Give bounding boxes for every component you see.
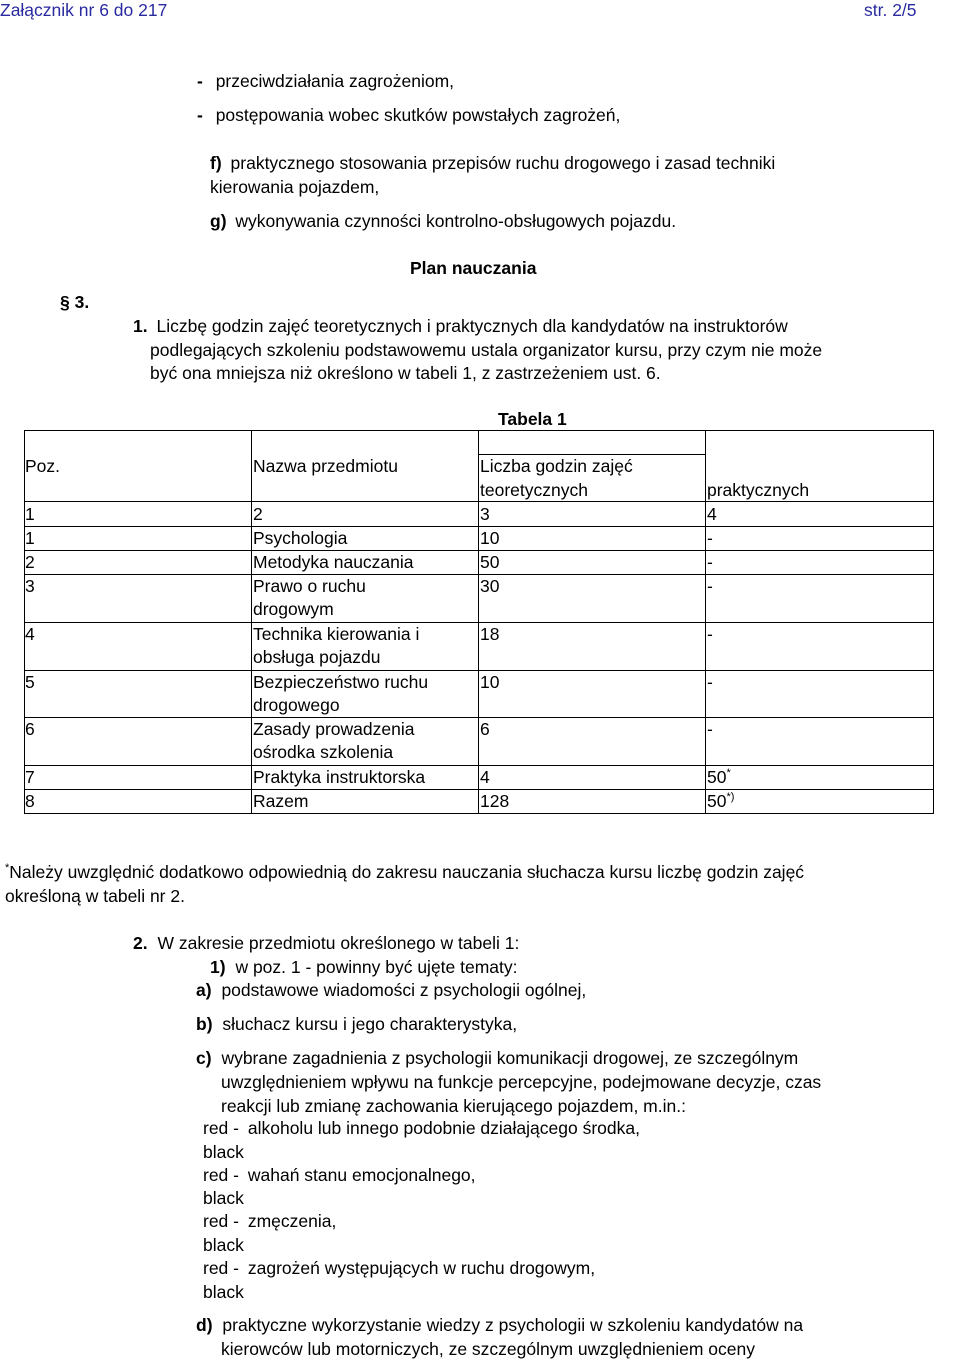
- table-cell-name: Metodyka nauczania: [253, 552, 414, 572]
- list-text: zagrożeń występujących w ruchu drogowym,: [247, 1258, 596, 1278]
- item-g: [210, 210, 676, 232]
- table-index-cell: 4: [707, 504, 717, 524]
- table-cell-theory: 4: [480, 767, 490, 787]
- table-row-divider: [24, 670, 934, 671]
- subpoint-1: [210, 956, 518, 978]
- table-header-theory: teoretycznych: [480, 480, 588, 500]
- paragraph-1-line: być ona mniejsza niż określono w tabeli 1, z zastrzeżeniem ust. 6.: [150, 363, 661, 383]
- section-title: Plan nauczania: [410, 258, 537, 278]
- item-f-continuation: kierowania pojazdem,: [210, 177, 380, 197]
- table-cell-name: Bezpieczeństwo ruchu: [253, 672, 429, 692]
- paragraph-1-line: [133, 315, 788, 337]
- item-label: g): [210, 211, 227, 231]
- list-prefix: red -: [203, 1211, 239, 1231]
- list-entry-after: black: [203, 1282, 244, 1302]
- table-cell-theory: 50: [480, 552, 500, 572]
- list-entry-after: black: [203, 1188, 244, 1208]
- item-line: słuchacz kursu i jego charakterystyka,: [222, 1014, 518, 1034]
- table-cell-poz: 3: [25, 576, 35, 596]
- table-cell-practice: -: [707, 576, 713, 596]
- dash-item: [197, 70, 454, 92]
- table-row-divider: [24, 574, 934, 575]
- item-a: [196, 979, 586, 1001]
- subpoint-number: 1): [210, 957, 226, 977]
- item-line: wybrane zagadnienia z psychologii komunikacji drogowej, ze szczególnym: [221, 1048, 799, 1068]
- table-cell-name: Prawo o ruchu: [253, 576, 366, 596]
- table-cell-practice: [707, 790, 734, 813]
- list-prefix: red -: [203, 1165, 239, 1185]
- list-entry: [203, 1164, 476, 1186]
- table-index-cell: 2: [253, 504, 263, 524]
- table-row-divider: [24, 622, 934, 623]
- table-cell-name: drogowego: [253, 695, 340, 715]
- table-row-divider: [24, 526, 934, 527]
- list-entry-after: black: [203, 1142, 244, 1162]
- table-header-name: Nazwa przedmiotu: [253, 456, 398, 476]
- table-cell-poz: 4: [25, 624, 35, 644]
- table-cell-name: ośrodka szkolenia: [253, 742, 394, 762]
- item-line: praktyczne wykorzystanie wiedzy z psychologii w szkoleniu kandydatów na: [222, 1315, 804, 1335]
- section-symbol: § 3.: [60, 292, 90, 312]
- item-label: b): [196, 1014, 213, 1034]
- item-c: [196, 1047, 798, 1069]
- page-number: str. 2/5: [864, 0, 917, 20]
- table-cell-poz: 1: [25, 528, 35, 548]
- dash-item-text: postępowania wobec skutków powstałych zagrożeń,: [215, 105, 621, 125]
- hours-table: [24, 430, 934, 814]
- table-cell-practice: -: [707, 552, 713, 572]
- table-cell-poz: 7: [25, 767, 35, 787]
- table-cell-name: Technika kierowania i: [253, 624, 420, 644]
- item-c-continuation: uwzględnieniem wpływu na funkcje percepcyjne, podejmowane decyzje, czas: [221, 1072, 822, 1092]
- table-row-divider: [24, 550, 934, 551]
- document-header-left: Załącznik nr 6 do 217: [0, 0, 168, 20]
- table-border: [24, 430, 934, 431]
- table-cell-practice: -: [707, 672, 713, 692]
- paragraph-text: W zakresie przedmiotu określonego w tabeli 1:: [157, 933, 520, 953]
- item-label: c): [196, 1048, 212, 1068]
- item-label: d): [196, 1315, 213, 1335]
- table-cell-theory: 18: [480, 624, 500, 644]
- list-entry: [203, 1117, 640, 1139]
- list-text: wahań stanu emocjonalnego,: [247, 1165, 476, 1185]
- table-row-divider: [24, 765, 934, 766]
- item-f: [210, 152, 775, 174]
- table-cell-poz: 6: [25, 719, 35, 739]
- table-index-cell: 1: [25, 504, 35, 524]
- footnote-mark: *: [5, 862, 10, 874]
- table-index-cell: 3: [480, 504, 490, 524]
- table-header-practice: praktycznych: [707, 480, 810, 500]
- table-cell-name: Zasady prowadzenia: [253, 719, 415, 739]
- dash-item-text: przeciwdziałania zagrożeniom,: [215, 71, 455, 91]
- item-line: wykonywania czynności kontrolno-obsługowych pojazdu.: [235, 211, 677, 231]
- table-cell-practice: -: [707, 624, 713, 644]
- footnote-line: określoną w tabeli nr 2.: [5, 886, 185, 906]
- item-line: podstawowe wiadomości z psychologii ogólnej,: [221, 980, 587, 1000]
- item-b: [196, 1013, 517, 1035]
- item-label: a): [196, 980, 212, 1000]
- footnote: [5, 861, 804, 883]
- dash-bullet: -: [197, 105, 203, 125]
- table-cell-name: Psychologia: [253, 528, 348, 548]
- paragraph-number: 2.: [133, 933, 148, 953]
- table-row-divider: [24, 717, 934, 718]
- table-row-divider: [24, 789, 934, 790]
- list-text: alkoholu lub innego podobnie działającego środka,: [247, 1118, 640, 1138]
- table-cell-practice: -: [707, 719, 713, 739]
- table-header-hours: Liczba godzin zajęć: [480, 456, 633, 476]
- item-c-continuation: reakcji lub zmianę zachowania kierującego pojazdem, m.in.:: [221, 1096, 686, 1116]
- paragraph-text: Liczbę godzin zajęć teoretycznych i praktycznych dla kandydatów na instruktorów: [156, 316, 788, 336]
- table-border: [24, 813, 934, 814]
- table-cell-name: Razem: [253, 791, 309, 811]
- table-cell-practice: [707, 766, 731, 789]
- list-prefix: red -: [203, 1118, 239, 1138]
- paragraph-number: 1.: [133, 316, 148, 336]
- table-cell-theory: 6: [480, 719, 490, 739]
- item-label: f): [210, 153, 222, 173]
- footnote-marker: *): [726, 791, 735, 803]
- paragraph-2: [133, 932, 519, 954]
- table-header-poz: Poz.: [25, 456, 61, 476]
- list-entry: [203, 1210, 336, 1232]
- dash-item: [197, 104, 620, 126]
- item-d-continuation: kierowców lub motorniczych, ze szczególnym uwzględnieniem oceny: [221, 1339, 755, 1359]
- table-cell-practice: -: [707, 528, 713, 548]
- table-cell-theory: 128: [480, 791, 510, 811]
- list-entry-after: black: [203, 1235, 244, 1255]
- table-caption: Tabela 1: [498, 409, 567, 429]
- paragraph-1-line: podlegających szkoleniu podstawowemu ustala organizator kursu, przy czym nie może: [150, 340, 823, 360]
- table-cell-poz: 5: [25, 672, 35, 692]
- practice-value: 50: [707, 791, 727, 811]
- table-cell-poz: 8: [25, 791, 35, 811]
- item-d: [196, 1314, 803, 1336]
- table-cell-name: drogowym: [253, 599, 334, 619]
- table-cell-name: obsługa pojazdu: [253, 647, 381, 667]
- footnote-line: Należy uwzględnić dodatkowo odpowiednią do zakresu nauczania słuchacza kursu liczbę godzin zajęć: [9, 862, 805, 882]
- item-line: praktycznego stosowania przepisów ruchu drogowego i zasad techniki: [230, 153, 776, 173]
- footnote-marker: *: [726, 767, 731, 779]
- dash-bullet: -: [197, 71, 203, 91]
- list-prefix: red -: [203, 1258, 239, 1278]
- table-cell-poz: 2: [25, 552, 35, 572]
- subpoint-text: w poz. 1 - powinny być ujęte tematy:: [235, 957, 518, 977]
- list-text: zmęczenia,: [247, 1211, 337, 1231]
- practice-value: 50: [707, 767, 727, 787]
- list-entry: [203, 1257, 595, 1279]
- table-cell-theory: 30: [480, 576, 500, 596]
- table-cell-name: Praktyka instruktorska: [253, 767, 426, 787]
- table-cell-theory: 10: [480, 528, 500, 548]
- table-cell-theory: 10: [480, 672, 500, 692]
